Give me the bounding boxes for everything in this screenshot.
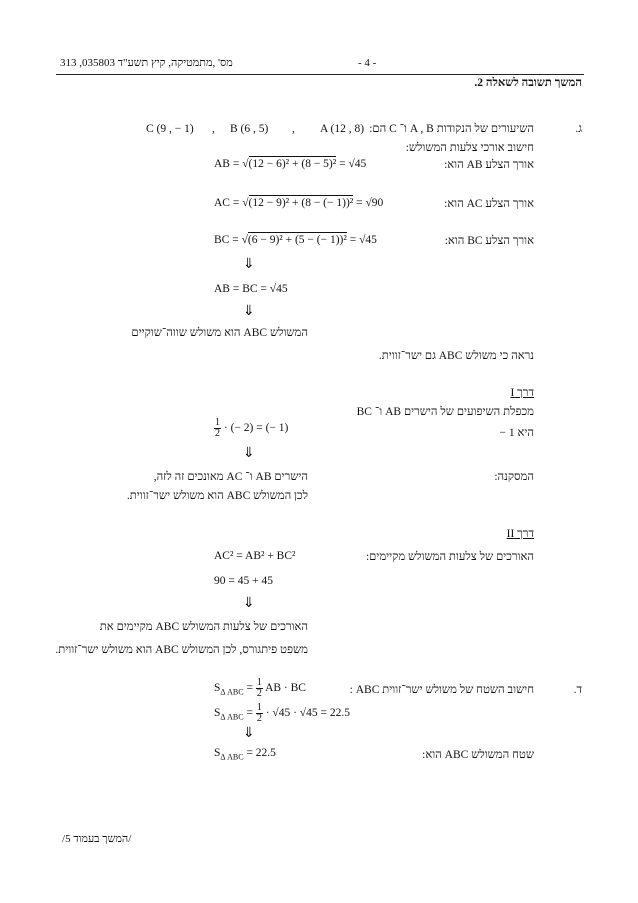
ac-radicand: (12 − 9)² + (8 − (− 1))²: [248, 197, 354, 209]
page-title: המשך תשובה לשאלה 2.: [474, 77, 582, 89]
slopes-product-label: מכפלת השיפועים של הישרים AB ו־ BC: [356, 406, 534, 418]
point-c: C (9 , − 1): [146, 123, 194, 135]
sqrt-icon: √: [242, 158, 249, 170]
area-symbol: S: [214, 682, 221, 695]
ab-lhs: AB =: [214, 158, 243, 170]
fraction-denominator: 2: [256, 713, 262, 724]
fraction-denominator: 2: [215, 428, 220, 439]
conclusion-line-1: הישרים AB ו־ AC מאונכים זה לזה,: [153, 471, 308, 483]
implies-arrow-icon: ⇓: [243, 725, 255, 741]
implies-arrow-icon: ⇓: [243, 445, 255, 461]
way-2-title: דרך II: [506, 528, 534, 540]
bc-equation: [214, 233, 377, 247]
ac-rhs: = √90: [356, 197, 384, 209]
area-formula: $S_{\Delta ABC}$ = $\frac{1}{2}$ AB · BC: [214, 677, 306, 699]
isosceles-conclusion: המשולש ABC הוא משולש שווה־שוקיים: [131, 327, 308, 339]
area-value: = 22.5: [246, 747, 276, 759]
equal-sides: AB = BC = √45: [214, 283, 288, 295]
section-c-marker: ג.: [575, 123, 582, 135]
ac-length-label: אורך הצלע AC הוא:: [444, 198, 534, 210]
ab-radicand: (12 − 6)² + (8 − 5)²: [248, 158, 337, 170]
ab-length-label: אורך הצלע AB הוא:: [444, 159, 534, 171]
header-subject: ,מתמטיקה, קיץ תשע"ד: [117, 57, 216, 69]
fraction-denominator: 2: [256, 688, 262, 699]
conclusion-line-2: לכן המשולש ABC הוא משולש ישר־זווית.: [126, 490, 308, 502]
separator-2: ,: [212, 123, 215, 135]
ac-lhs: AC =: [214, 197, 243, 209]
header-rule: [56, 74, 584, 75]
area-calc-label: חישוב השטח של משולש ישר־זווית ABC :: [349, 684, 534, 696]
fraction-numerator: 1: [215, 417, 220, 428]
area-formula-rhs: AB · BC: [265, 682, 306, 695]
show-right-angle: נראה כי משולש ABC גם ישר־זווית.: [378, 350, 534, 362]
area-subscript: Δ ABC: [220, 687, 244, 697]
ac-equation: [214, 196, 383, 210]
slopes-product-value: היא 1 −: [499, 427, 534, 439]
bc-lhs: BC =: [214, 234, 242, 246]
bc-length-label: אורך הצלע BC הוא:: [444, 235, 534, 247]
header-exam-info: [60, 56, 233, 70]
fraction-numerator: 1: [256, 702, 262, 713]
pythagoras-conclusion-1: האורכים של צלעות המשולש ABC מקיימים את: [99, 621, 308, 633]
pythagoras-numbers: 90 = 45 + 45: [214, 575, 273, 587]
area-result-label: שטח המשולש ABC הוא:: [422, 749, 534, 761]
slopes-equation: [214, 418, 288, 439]
footer-continue: /המשך בעמוד 5/: [62, 833, 132, 845]
separator-1: ,: [292, 123, 295, 135]
sqrt-icon: √: [242, 197, 249, 209]
way-1-title: דרך I: [510, 387, 534, 399]
pythagoras-conclusion-2: משפט פיתגורס, לכן המשולש ABC הוא משולש ישר־זווית.: [55, 644, 308, 656]
header-code: 313 ,035803 מס': [60, 57, 233, 69]
area-subscript: Δ ABC: [220, 712, 244, 722]
point-b: B (6 , 5): [230, 123, 269, 135]
pythagoras-equation: AC² = AB² + BC²: [214, 550, 296, 562]
area-symbol: S: [214, 707, 221, 720]
fraction-half: [214, 418, 221, 439]
sqrt-icon: √: [241, 234, 248, 246]
area-substitution-rhs: · √45 · √45 = 22.5: [265, 707, 350, 720]
area-symbol: S: [214, 747, 221, 759]
fraction-half: [256, 678, 263, 699]
conclusion-label: המסקנה:: [494, 471, 534, 483]
implies-arrow-icon: ⇓: [243, 595, 255, 611]
fraction-numerator: 1: [256, 677, 262, 688]
slopes-expression: · (− 2) = (− 1): [223, 422, 289, 435]
implies-arrow-icon: ⇓: [243, 256, 255, 272]
implies-arrow-icon: ⇓: [243, 303, 255, 319]
fraction-half: [256, 703, 263, 724]
calc-sides-label: חישוב אורכי צלעות המשולש:: [405, 142, 534, 154]
points-label: השיעורים של הנקודות A , B ו־ C הם:: [369, 123, 534, 135]
area-subscript: Δ ABC: [220, 752, 244, 762]
page-number: - 4 -: [358, 57, 377, 69]
point-a: A (12 , 8): [320, 123, 365, 135]
area-substitution: $S_{\Delta ABC}$ = $\frac{1}{2}$ · √45 · √45 = 22.5: [214, 702, 350, 724]
ab-equation: [214, 157, 366, 171]
way-2-label: האורכים של צלעות המשולש מקיימים:: [365, 551, 534, 563]
area-result: [214, 746, 276, 764]
section-d-marker: ד.: [573, 684, 582, 696]
bc-radicand: (6 − 9)² + (5 − (− 1))²: [247, 234, 347, 246]
bc-rhs: = √45: [349, 234, 377, 246]
ab-rhs: = √45: [339, 158, 367, 170]
